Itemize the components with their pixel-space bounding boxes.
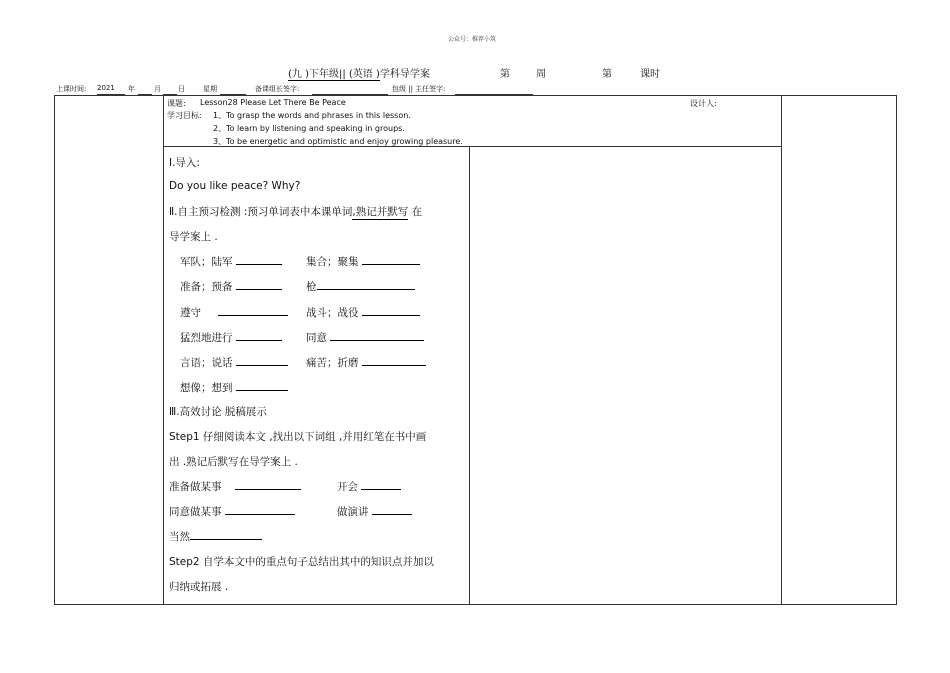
vocab-blank[interactable] (236, 356, 288, 366)
title-grade: (九 )下年级 (288, 65, 339, 81)
phrase-left: 准备做某事 (169, 479, 301, 494)
lesson-keshi: 课时 (640, 69, 660, 80)
phrase-blank[interactable] (361, 480, 401, 490)
week-di: 第 (500, 69, 510, 80)
watermark-text: 公众号：推荐小筑 (448, 36, 497, 43)
step1-text-line2: 出 .熟记后默写在导学案上 . (169, 456, 298, 468)
week-zhou: 周 (536, 69, 546, 80)
phrase-left: 当然 (169, 529, 262, 544)
vocab-right: 痛苦；折磨 (306, 355, 426, 370)
lesson-topic: Lesson28 Please Let There Be Peace (200, 98, 346, 107)
phrase-left: 同意做某事 (169, 504, 295, 519)
preview-text-c: 在 (408, 206, 423, 218)
col-divider-2 (469, 146, 470, 604)
page-title (288, 65, 430, 81)
designer-label: 设计人: (690, 99, 717, 108)
vocab-left: 军队；陆军 (180, 254, 282, 269)
phrase-right: 做演讲 (337, 504, 412, 519)
vocab-right: 枪 (306, 279, 415, 294)
phrase-blank[interactable] (235, 480, 301, 490)
lesson-di: 第 (602, 69, 612, 80)
phrase-blank[interactable] (225, 505, 295, 515)
topic-label: 课题: (167, 99, 186, 108)
phrase-blank[interactable] (372, 505, 412, 515)
step2-text: Step2 自学本文中的重点句子总结出其中的知识点并加以 (169, 556, 434, 568)
vocab-blank[interactable] (330, 331, 424, 341)
vocab-right: 集合；聚集 (306, 254, 420, 269)
month-unit: 月 (154, 85, 161, 93)
vocab-left: 准备；预备 (180, 279, 282, 294)
vocab-left: 遵守 (180, 305, 288, 320)
vocab-blank[interactable] (362, 255, 420, 265)
phrase-right: 开会 (337, 479, 401, 494)
goal-item: 3、To be energetic and optimistic and enjoy growing pleasure. (213, 137, 463, 146)
section-preview-heading (169, 204, 422, 220)
title-subject: || (英语 ) (339, 65, 380, 81)
vocab-blank[interactable] (362, 356, 426, 366)
intro-question: Do you like peace? Why? (169, 180, 301, 192)
vocab-right: 战斗；战役 (306, 305, 420, 320)
table-top-border (54, 95, 897, 96)
vocab-blank[interactable] (236, 255, 282, 265)
col-divider-3 (781, 95, 782, 605)
preview-text-a: Ⅱ.自主预习检测 :预习单词表中本课单词 (169, 206, 353, 218)
goal-item: 1、To grasp the words and phrases in this lesson. (213, 111, 411, 120)
vocab-left: 猛烈地进行 (180, 330, 282, 345)
step1-text: Step1 仔细阅读本文 ,找出以下词组 ,并用红笔在书中画 (169, 431, 427, 443)
vocab-blank[interactable] (317, 280, 415, 290)
weekday-label: 星期 (203, 85, 217, 93)
col-divider-1 (163, 95, 164, 605)
vocab-blank[interactable] (218, 306, 288, 316)
preview-text-b: ,熟记并默写 (352, 206, 409, 218)
vocab-right: 同意 (306, 330, 424, 345)
table-right-border (896, 95, 897, 605)
year-unit: 年 (128, 85, 135, 93)
vocab-blank[interactable] (236, 331, 282, 341)
goal-item: 2、To learn by listening and speaking in groups. (213, 124, 405, 133)
step2-text-line2: 归纳或拓展 . (169, 581, 229, 593)
vocab-blank[interactable] (236, 381, 288, 391)
goals-label: 学习目标: (167, 111, 202, 120)
day-unit: 日 (178, 85, 185, 93)
section-discussion-heading: Ⅲ.高效讨论 脱稿展示 (169, 406, 267, 418)
table-bottom-border (54, 604, 897, 605)
vocab-left: 想像；想到 (180, 380, 288, 395)
title-suffix: 学科导学案 (379, 69, 430, 80)
section-intro-heading: Ⅰ.导入: (169, 157, 200, 169)
table-left-border (54, 95, 55, 605)
vocab-blank[interactable] (236, 280, 282, 290)
vocab-blank[interactable] (362, 306, 420, 316)
preview-text-line2: 导学案上 . (169, 231, 218, 243)
phrase-blank[interactable] (190, 530, 262, 540)
vocab-left: 言语；说话 (180, 355, 288, 370)
year-value: 2021 (97, 84, 115, 92)
group-leader-label: 备课组长签字: (255, 85, 300, 93)
class-teacher-label: 包级 || 主任签字: (392, 85, 446, 93)
date-label: 上课时间: (56, 85, 87, 93)
